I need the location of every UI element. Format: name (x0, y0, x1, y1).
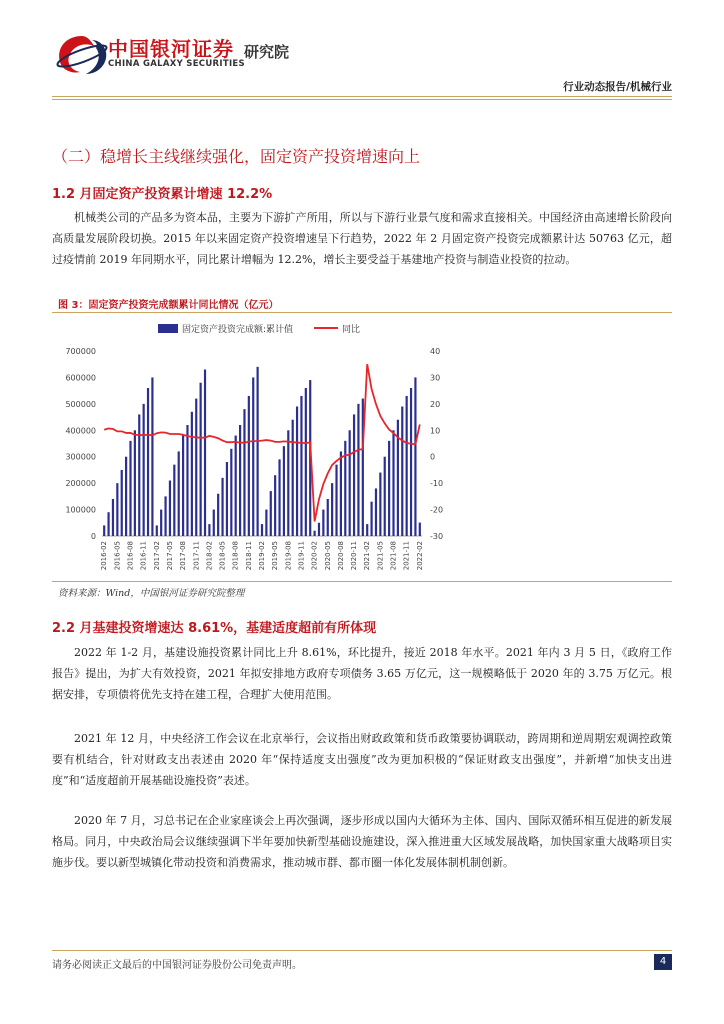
bar (134, 430, 136, 536)
bar (138, 414, 140, 536)
bar (147, 388, 149, 536)
y-right-tick-label: 40 (430, 347, 441, 356)
header-divider-thin (52, 99, 672, 100)
x-tick-label: 2021-02 (363, 541, 372, 571)
x-tick-label: 2016-05 (113, 541, 122, 571)
x-tick-label: 2016-08 (126, 541, 135, 571)
bar (340, 451, 342, 536)
x-tick-label: 2021-08 (389, 541, 398, 571)
china-galaxy-logo-icon (52, 30, 112, 80)
y-right-tick-label: -10 (430, 479, 444, 489)
bar (370, 502, 372, 536)
y-right-tick-label: -30 (430, 532, 444, 541)
bar (331, 483, 333, 536)
bar (217, 494, 219, 536)
bar (195, 399, 197, 536)
bar (156, 525, 158, 536)
bar (221, 478, 223, 536)
bar (200, 383, 202, 536)
x-tick-label: 2020-08 (336, 541, 345, 571)
bar (305, 388, 307, 536)
x-tick-label: 2021-11 (402, 541, 411, 571)
y-right-tick-label: 20 (430, 399, 441, 409)
y-left-tick-label: 200000 (65, 479, 96, 489)
x-tick-label: 2020-05 (323, 541, 332, 571)
paragraph-2: 2022 年 1-2 月，基建设施投资累计同比上升 8.61%，环比提升，接近 2018 年水平。2021 年内 3 月 5 日，《政府工作报告》提出，为扩大有效投资，2021 年拟安排地方政府专项债务 3.65 万亿元，这一规模略低于 2020 年的 3.75 万亿元。根据安排，专项债将优先支持在建工程，合理扩大使用范围。 (52, 646, 672, 701)
x-tick-label: 2017-05 (165, 541, 174, 571)
bar (349, 430, 351, 536)
x-tick-label: 2018-02 (205, 541, 214, 571)
y-right-tick-label: -20 (430, 505, 444, 515)
bar (252, 377, 254, 536)
bar (248, 396, 250, 536)
bar (379, 473, 381, 536)
bar (125, 457, 127, 536)
bar (169, 481, 171, 537)
paragraph-1: 机械类公司的产品多为资本品，主要为下游扩产所用，所以与下游行业景气度和需求直接相关。中国经济由高速增长阶段向高质量发展阶段切换。2015 年以来固定资产投资增速呈下行趋势，2022 年 2 月固定资产投资完成额累计达 50763 亿元，超过疫情前 2019 年同期水平，同比累计增幅为 12.2%，增长主要受益于基建地产投资与制造业投资的拉动。 (52, 211, 672, 266)
x-tick-label: 2019-02 (258, 541, 266, 571)
bar (414, 377, 416, 536)
bar (357, 404, 359, 536)
y-left-tick-label: 700000 (65, 347, 96, 356)
x-tick-label: 2018-11 (244, 541, 253, 571)
bar (406, 396, 408, 536)
bar (239, 425, 241, 536)
bar (384, 457, 386, 536)
page-number: 4 (654, 954, 672, 970)
report-type: 行业动态报告/机械行业 (563, 81, 672, 93)
y-left-tick-label: 100000 (65, 505, 96, 515)
figure-title: 图 3：固定资产投资完成额累计同比情况（亿元） (58, 300, 279, 311)
x-tick-label: 2020-11 (350, 541, 359, 571)
bar (116, 483, 118, 536)
bar (300, 396, 302, 536)
y-right-tick-label: 10 (430, 426, 441, 436)
bar (261, 524, 263, 536)
y-right-tick-label: 0 (430, 452, 436, 462)
legend-label-bar: 固定资产投资完成额:累计值 (182, 325, 294, 335)
bar (235, 436, 237, 536)
bar (164, 496, 166, 536)
bar (335, 465, 337, 536)
footer-disclaimer: 请务必阅读正文最后的中国银河证券股份公司免责声明。 (52, 960, 302, 971)
bar (208, 524, 210, 536)
bar (296, 407, 298, 537)
brand-chinese-name: 中国银河证券 (108, 37, 234, 61)
y-right-tick-label: 30 (430, 373, 441, 383)
x-tick-label: 2019-08 (284, 541, 293, 571)
brand-english-name: CHINA GALAXY SECURITIES (108, 59, 245, 69)
x-tick-label: 2017-08 (179, 541, 188, 571)
footer-divider (52, 950, 672, 951)
bar (322, 510, 324, 536)
x-tick-label: 2018-05 (218, 541, 227, 571)
bar (129, 441, 131, 536)
bar (401, 407, 403, 537)
bar (191, 412, 193, 536)
bar (204, 370, 206, 537)
bar (182, 436, 184, 536)
bar (270, 491, 272, 536)
bar (178, 451, 180, 536)
bar (143, 404, 145, 536)
section-title: （二）稳增长主线继续强化，固定资产投资增速向上 (52, 147, 421, 166)
y-left-tick-label: 0 (90, 532, 96, 541)
bar (173, 465, 175, 536)
x-tick-label: 2016-02 (100, 541, 109, 571)
bar (292, 420, 294, 536)
investment-chart (52, 316, 672, 578)
bar (278, 459, 280, 536)
bar (243, 409, 245, 536)
x-tick-label: 2016-11 (139, 541, 148, 571)
bar (353, 414, 355, 536)
bar (283, 446, 285, 536)
bar (257, 367, 259, 536)
bar (375, 488, 377, 536)
bar (213, 510, 215, 536)
y-left-tick-label: 500000 (65, 399, 96, 409)
bar (226, 462, 228, 536)
bar (160, 510, 162, 536)
y-left-tick-label: 300000 (65, 452, 96, 462)
subsection-title-2: 2.2 月基建投资增速达 8.61%，基建适度超前有所体现 (52, 621, 377, 636)
x-tick-label: 2017-02 (152, 541, 161, 571)
bar (410, 388, 412, 536)
legend-swatch-bar (158, 324, 178, 333)
x-tick-label: 2017-11 (192, 541, 201, 571)
legend-label-line: 同比 (342, 325, 361, 335)
header-divider (52, 96, 672, 97)
bar (103, 525, 105, 536)
subsection-title-1: 1.2 月固定资产投资累计增速 12.2% (52, 187, 273, 202)
figure-source: 资料来源：Wind，中国银河证券研究院整理 (58, 588, 245, 599)
x-tick-label: 2021-05 (376, 541, 385, 571)
bar (392, 430, 394, 536)
bar (230, 449, 232, 536)
y-left-tick-label: 600000 (65, 373, 96, 383)
bar (419, 523, 421, 536)
paragraph-4: 2020 年 7 月，习总书记在企业家座谈会上再次强调，逐步形成以国内大循环为主体、国内、国际双循环相互促进的新发展格局。同月，中央政治局会议继续强调下半年要加快新型基础设施建设，深入推进重大区域发展战略，加快国家重大战略项目实施步伐。要以新型城镇化带动投资和消费需求，推动城市群、都市圈一体化发展体制机制创新。 (52, 814, 672, 869)
figure-top-rule (52, 312, 672, 313)
x-tick-label: 2019-05 (271, 541, 280, 571)
bar (388, 441, 390, 536)
bar (314, 531, 316, 536)
bar (265, 510, 267, 536)
bar (366, 524, 368, 536)
bar (121, 470, 123, 536)
x-tick-label: 2022-02 (415, 541, 424, 571)
bar (327, 499, 329, 536)
brand-institute: 研究院 (244, 43, 290, 61)
figure-bottom-rule (52, 581, 672, 582)
x-tick-label: 2020-02 (310, 541, 319, 571)
x-tick-label: 2018-08 (231, 541, 240, 571)
bar (186, 425, 188, 536)
y-left-tick-label: 400000 (65, 426, 96, 436)
x-tick-label: 2019-11 (297, 541, 306, 571)
bar (107, 512, 109, 536)
bar (318, 523, 320, 536)
bar (112, 499, 114, 536)
paragraph-3: 2021 年 12 月，中央经济工作会议在北京举行，会议指出财政政策和货币政策要协调联动，跨周期和逆周期宏观调控政策要有机结合，针对财政支出表述由 2020 年“保持适度支出强度”改为更加积极的“保证财政支出强度”，并新增“加快支出进度”和“适度超前开展基础设施投资”表述。 (52, 732, 672, 787)
bar (151, 377, 153, 536)
bar (287, 430, 289, 536)
bar (274, 475, 276, 536)
